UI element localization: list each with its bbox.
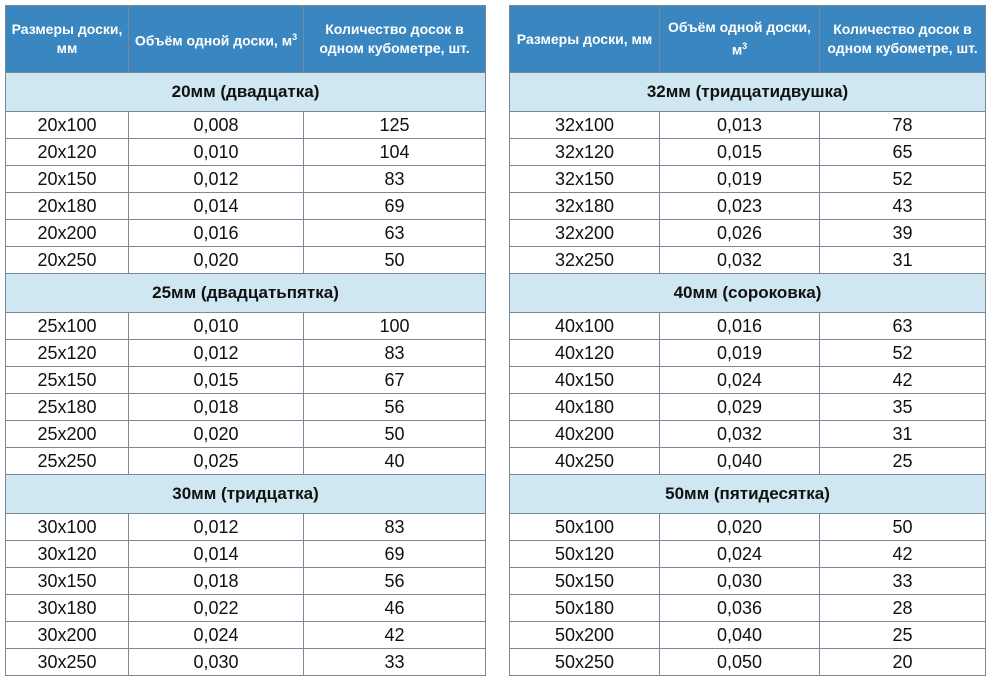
cell-size: 50x120 (510, 541, 660, 568)
table-row (6, 541, 486, 568)
cell-count: 50 (304, 247, 486, 274)
cell-size: 25x120 (6, 340, 129, 367)
cell-volume: 0,019 (660, 166, 820, 193)
table-row (6, 421, 486, 448)
cell-volume: 0,024 (660, 367, 820, 394)
cell-volume: 0,014 (129, 193, 304, 220)
table-row (510, 541, 986, 568)
cell-size: 25x250 (6, 448, 129, 475)
header-volume (129, 6, 304, 73)
cell-count: 28 (820, 595, 986, 622)
cell-volume: 0,030 (660, 568, 820, 595)
table-row (6, 595, 486, 622)
header-volume-sup: 3 (742, 41, 748, 52)
cell-volume: 0,024 (660, 541, 820, 568)
table-row (510, 649, 986, 676)
table-row (510, 568, 986, 595)
cell-size: 40x200 (510, 421, 660, 448)
cell-count: 42 (820, 541, 986, 568)
cell-size: 40x100 (510, 313, 660, 340)
cell-size: 20x180 (6, 193, 129, 220)
table-row (510, 139, 986, 166)
cell-volume: 0,020 (129, 421, 304, 448)
cell-size: 32x120 (510, 139, 660, 166)
cell-count: 63 (304, 220, 486, 247)
table-row (6, 448, 486, 475)
cell-count: 25 (820, 622, 986, 649)
cell-count: 43 (820, 193, 986, 220)
cell-volume: 0,010 (129, 139, 304, 166)
cell-size: 30x250 (6, 649, 129, 676)
cell-size: 20x250 (6, 247, 129, 274)
cell-volume: 0,029 (660, 394, 820, 421)
cell-volume: 0,012 (129, 340, 304, 367)
cell-volume: 0,040 (660, 622, 820, 649)
section-title: 25мм (двадцатьпятка) (6, 274, 486, 313)
header-volume (660, 6, 820, 73)
cell-volume: 0,032 (660, 247, 820, 274)
cell-size: 50x180 (510, 595, 660, 622)
cell-volume: 0,024 (129, 622, 304, 649)
table-row (510, 622, 986, 649)
cell-count: 33 (304, 649, 486, 676)
cell-size: 30x120 (6, 541, 129, 568)
cell-count: 52 (820, 340, 986, 367)
table-row (510, 112, 986, 139)
table-row (6, 193, 486, 220)
header-size: Размеры доски, мм (510, 6, 660, 73)
cell-count: 35 (820, 394, 986, 421)
cell-count: 56 (304, 394, 486, 421)
cell-volume: 0,026 (660, 220, 820, 247)
header-volume-text: Объём одной доски, м (134, 32, 293, 49)
cell-count: 65 (820, 139, 986, 166)
cell-size: 40x150 (510, 367, 660, 394)
cell-count: 33 (820, 568, 986, 595)
header-count: Количество досок в одном кубометре, шт. (304, 6, 486, 73)
header-volume-text: Объём одной доски, м (668, 19, 811, 58)
section-title: 50мм (пятидесятка) (510, 475, 986, 514)
cell-count: 50 (820, 514, 986, 541)
cell-size: 32x100 (510, 112, 660, 139)
table-row (6, 622, 486, 649)
cell-size: 20x120 (6, 139, 129, 166)
table-row (510, 367, 986, 394)
section-title: 30мм (тридцатка) (6, 475, 486, 514)
cell-size: 30x150 (6, 568, 129, 595)
cell-volume: 0,050 (660, 649, 820, 676)
header-row (510, 6, 986, 73)
cell-volume: 0,019 (660, 340, 820, 367)
cell-count: 39 (820, 220, 986, 247)
cell-count: 52 (820, 166, 986, 193)
cell-volume: 0,016 (129, 220, 304, 247)
cell-volume: 0,012 (129, 514, 304, 541)
cell-count: 42 (820, 367, 986, 394)
table-row (6, 220, 486, 247)
header-row (6, 6, 486, 73)
cell-size: 32x150 (510, 166, 660, 193)
cell-volume: 0,022 (129, 595, 304, 622)
cell-count: 100 (304, 313, 486, 340)
board-table-right (509, 5, 986, 676)
cell-count: 125 (304, 112, 486, 139)
cell-volume: 0,036 (660, 595, 820, 622)
table-row (6, 514, 486, 541)
section-row (6, 274, 486, 313)
table-row (510, 514, 986, 541)
cell-volume: 0,012 (129, 166, 304, 193)
table-row (510, 313, 986, 340)
cell-volume: 0,040 (660, 448, 820, 475)
table-row (6, 394, 486, 421)
table-row (510, 340, 986, 367)
table-row (510, 247, 986, 274)
cell-size: 40x180 (510, 394, 660, 421)
header-count: Количество досок в одном кубометре, шт. (820, 6, 986, 73)
cell-size: 50x250 (510, 649, 660, 676)
cell-volume: 0,020 (660, 514, 820, 541)
table-row (510, 595, 986, 622)
cell-count: 40 (304, 448, 486, 475)
board-table-left (5, 5, 486, 676)
table-row (510, 394, 986, 421)
cell-count: 25 (820, 448, 986, 475)
cell-volume: 0,023 (660, 193, 820, 220)
cell-volume: 0,010 (129, 313, 304, 340)
cell-count: 46 (304, 595, 486, 622)
table-row (510, 193, 986, 220)
header-size: Размеры доски, мм (6, 6, 129, 73)
table-body (510, 73, 986, 676)
cell-size: 20x100 (6, 112, 129, 139)
cell-count: 83 (304, 514, 486, 541)
section-row (6, 73, 486, 112)
section-title: 32мм (тридцатидвушка) (510, 73, 986, 112)
cell-size: 30x100 (6, 514, 129, 541)
cell-count: 69 (304, 193, 486, 220)
table-row (6, 247, 486, 274)
cell-size: 50x100 (510, 514, 660, 541)
cell-size: 30x200 (6, 622, 129, 649)
cell-size: 20x150 (6, 166, 129, 193)
cell-volume: 0,014 (129, 541, 304, 568)
cell-size: 25x200 (6, 421, 129, 448)
section-title: 40мм (сороковка) (510, 274, 986, 313)
cell-volume: 0,018 (129, 568, 304, 595)
section-row (6, 475, 486, 514)
cell-volume: 0,015 (660, 139, 820, 166)
cell-volume: 0,013 (660, 112, 820, 139)
table-body (6, 73, 486, 676)
cell-size: 50x200 (510, 622, 660, 649)
table-row (510, 166, 986, 193)
cell-count: 56 (304, 568, 486, 595)
cell-count: 31 (820, 247, 986, 274)
cell-size: 20x200 (6, 220, 129, 247)
cell-count: 20 (820, 649, 986, 676)
cell-count: 42 (304, 622, 486, 649)
table-row (510, 448, 986, 475)
section-row (510, 73, 986, 112)
cell-volume: 0,030 (129, 649, 304, 676)
cell-volume: 0,018 (129, 394, 304, 421)
cell-volume: 0,016 (660, 313, 820, 340)
table-row (6, 112, 486, 139)
cell-size: 40x120 (510, 340, 660, 367)
cell-size: 50x150 (510, 568, 660, 595)
header-volume-sup: 3 (292, 31, 298, 42)
cell-count: 83 (304, 340, 486, 367)
cell-count: 78 (820, 112, 986, 139)
table-row (510, 220, 986, 247)
section-row (510, 475, 986, 514)
cell-count: 83 (304, 166, 486, 193)
table-row (6, 340, 486, 367)
cell-volume: 0,032 (660, 421, 820, 448)
cell-count: 67 (304, 367, 486, 394)
section-row (510, 274, 986, 313)
cell-size: 32x250 (510, 247, 660, 274)
cell-size: 25x100 (6, 313, 129, 340)
table-row (6, 139, 486, 166)
table-row (6, 367, 486, 394)
table-row (510, 421, 986, 448)
table-row (6, 649, 486, 676)
cell-size: 40x250 (510, 448, 660, 475)
cell-volume: 0,020 (129, 247, 304, 274)
cell-volume: 0,015 (129, 367, 304, 394)
cell-size: 25x150 (6, 367, 129, 394)
cell-count: 31 (820, 421, 986, 448)
table-row (6, 568, 486, 595)
cell-count: 69 (304, 541, 486, 568)
table-row (6, 313, 486, 340)
cell-count: 104 (304, 139, 486, 166)
table-row (6, 166, 486, 193)
section-title: 20мм (двадцатка) (6, 73, 486, 112)
cell-size: 30x180 (6, 595, 129, 622)
cell-volume: 0,008 (129, 112, 304, 139)
cell-count: 63 (820, 313, 986, 340)
cell-count: 50 (304, 421, 486, 448)
cell-size: 25x180 (6, 394, 129, 421)
cell-size: 32x200 (510, 220, 660, 247)
cell-size: 32x180 (510, 193, 660, 220)
cell-volume: 0,025 (129, 448, 304, 475)
